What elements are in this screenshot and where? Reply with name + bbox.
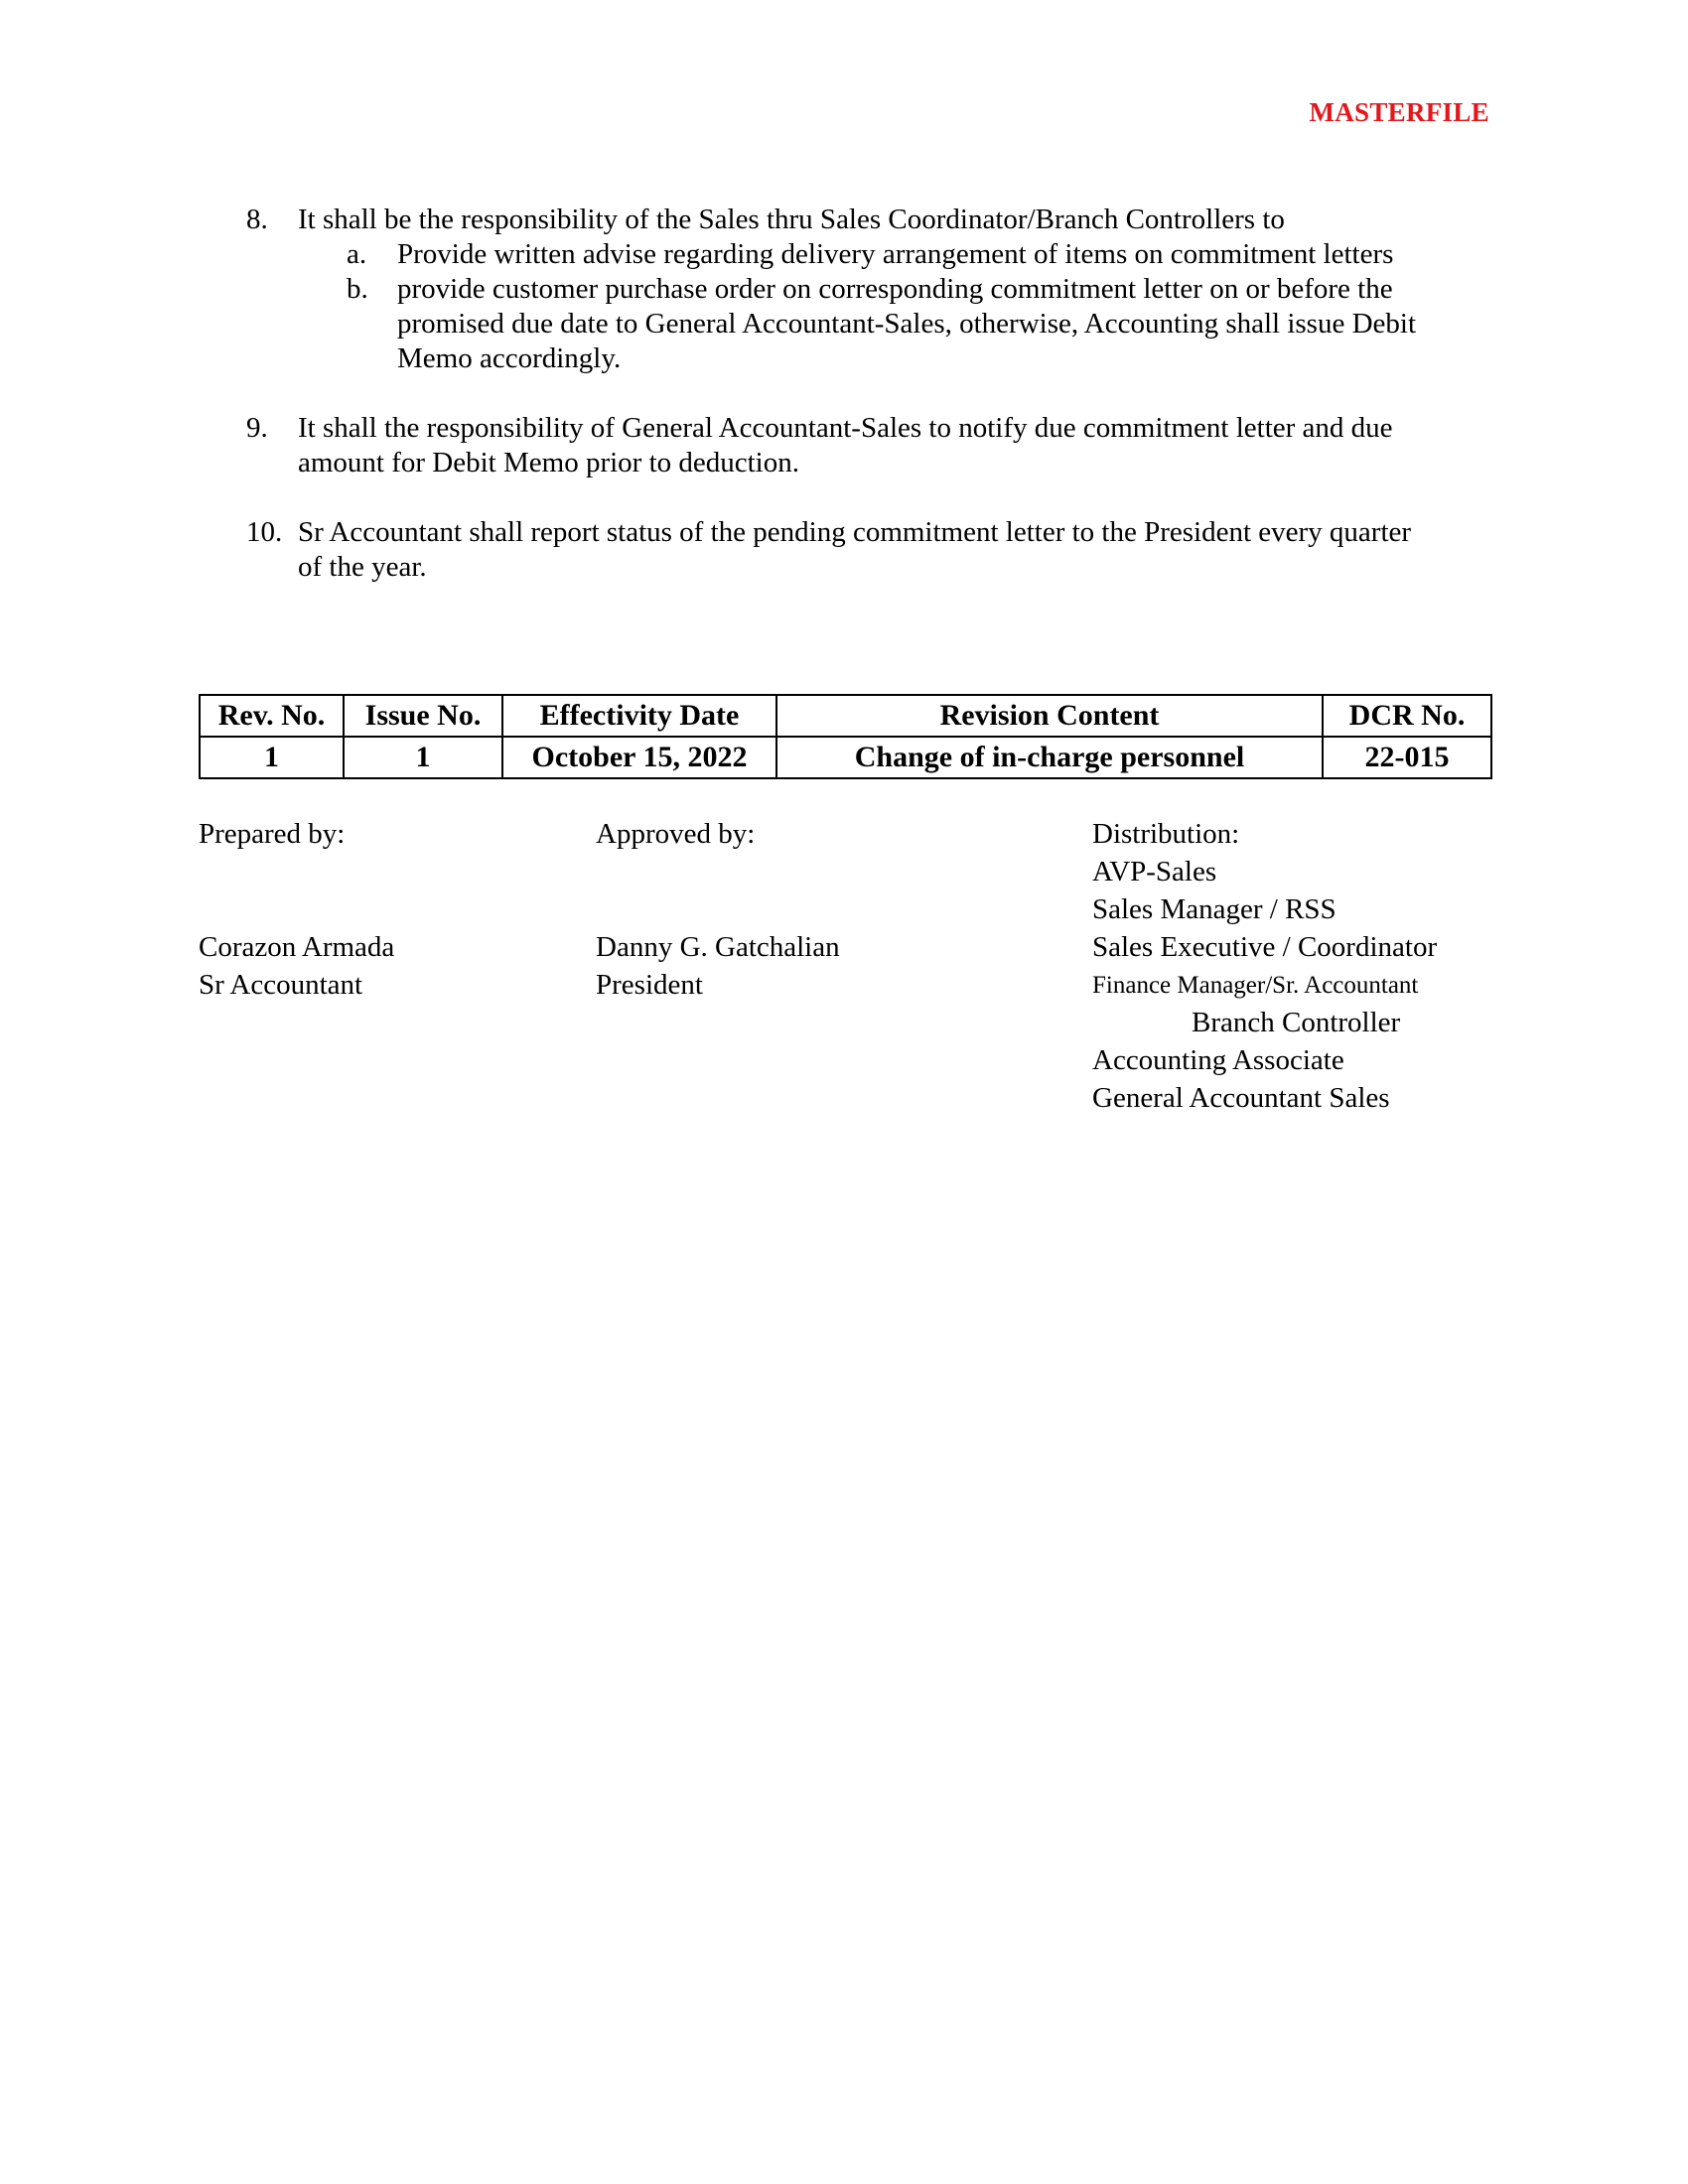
approved-by-title: President <box>596 969 703 1001</box>
approved-by-name: Danny G. Gatchalian <box>596 931 840 963</box>
column-header-revision-content: Revision Content <box>776 695 1323 737</box>
item-text: of the year. <box>298 551 427 583</box>
sub-item-letter: a. <box>347 238 367 270</box>
item-text: It shall be the responsibility of the Sales thru Sales Coordinator/Branch Controllers to <box>298 204 1285 235</box>
sub-item-text: Provide written advise regarding delivery arrangement of items on commitment letters <box>397 238 1394 270</box>
distribution-item: Finance Manager/Sr. Accountant <box>1092 972 1419 999</box>
table-row <box>200 737 1491 778</box>
approved-by-label: Approved by: <box>596 818 756 850</box>
distribution-item: Branch Controller <box>1192 1007 1401 1038</box>
column-header-effectivity-date: Effectivity Date <box>502 695 776 737</box>
prepared-by-title: Sr Accountant <box>199 969 363 1001</box>
revision-table <box>199 694 1492 779</box>
column-header-issue-no: Issue No. <box>344 695 502 737</box>
item-number: 8. <box>246 204 268 235</box>
cell-rev-no: 1 <box>200 737 344 778</box>
sub-item-text: provide customer purchase order on corresponding commitment letter on or before the <box>397 273 1393 305</box>
cell-revision-content: Change of in-charge personnel <box>776 737 1323 778</box>
sub-item-letter: b. <box>347 273 368 305</box>
item-number: 10. <box>246 516 283 548</box>
item-number: 9. <box>246 412 268 444</box>
table-header-row <box>200 695 1491 737</box>
distribution-item: AVP-Sales <box>1092 856 1217 887</box>
masterfile-stamp: MASTERFILE <box>1309 97 1489 127</box>
item-text: It shall the responsibility of General Accountant-Sales to notify due commitment letter and due <box>298 412 1393 444</box>
item-text: Sr Accountant shall report status of the pending commitment letter to the President every quarter <box>298 516 1412 548</box>
distribution-item: Sales Manager / RSS <box>1092 893 1336 925</box>
column-header-dcr-no: DCR No. <box>1323 695 1491 737</box>
prepared-by-label: Prepared by: <box>199 818 346 850</box>
sub-item-text: Memo accordingly. <box>397 342 622 374</box>
cell-effectivity-date: October 15, 2022 <box>502 737 776 778</box>
sub-item-text: promised due date to General Accountant-Sales, otherwise, Accounting shall issue Debit <box>397 308 1417 340</box>
cell-dcr-no: 22-015 <box>1323 737 1491 778</box>
prepared-by-name: Corazon Armada <box>199 931 395 963</box>
item-text: amount for Debit Memo prior to deduction. <box>298 447 799 478</box>
cell-issue-no: 1 <box>344 737 502 778</box>
distribution-label: Distribution: <box>1092 818 1240 850</box>
distribution-item: Sales Executive / Coordinator <box>1092 931 1438 963</box>
column-header-rev-no: Rev. No. <box>200 695 344 737</box>
distribution-item: General Accountant Sales <box>1092 1082 1390 1114</box>
distribution-item: Accounting Associate <box>1092 1044 1344 1076</box>
